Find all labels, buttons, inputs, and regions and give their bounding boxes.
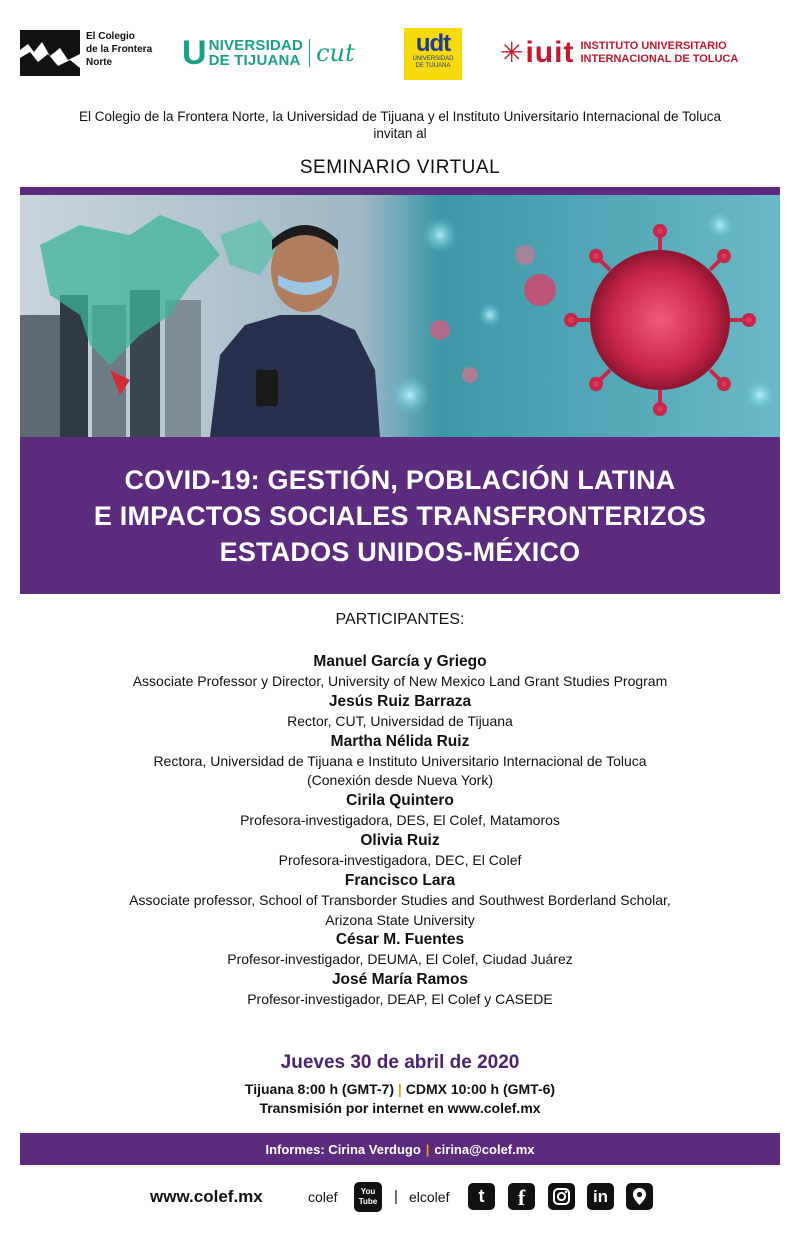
participant-name: Jesús Ruiz Barraza	[328, 692, 472, 710]
invite-line: invitan al	[373, 126, 427, 141]
hero-image	[20, 195, 780, 437]
participant-role: Profesora-investigadora, DES, El Colef, Matamoros	[240, 812, 560, 829]
colef-logo-line: de la Frontera	[86, 44, 153, 55]
footer	[20, 1180, 780, 1214]
seminario-heading: SEMINARIO VIRTUAL	[299, 157, 501, 178]
title-line-3: ESTADOS UNIDOS-MÉXICO	[219, 536, 581, 567]
udt-line2: DE TIJUANA	[208, 52, 301, 69]
colef-logo-line: Norte	[86, 57, 113, 68]
udt-box-logo	[404, 28, 462, 80]
title-line-1: COVID-19: GESTIÓN, POBLACIÓN LATINA	[124, 464, 676, 495]
iuit-star-icon: ✳	[500, 37, 524, 68]
linkedin-icon[interactable]: in	[587, 1183, 614, 1210]
participant-name: Martha Nélida Ruiz	[330, 732, 470, 750]
invite-text	[20, 108, 780, 142]
participant-name: Olivia Ruiz	[360, 831, 440, 849]
location-pin-icon[interactable]	[626, 1183, 653, 1210]
footer-social-handle: elcolef	[409, 1189, 450, 1205]
participant-role: Associate Professor y Director, University of New Mexico Land Grant Studies Program	[132, 673, 668, 689]
participant-role: Profesor-investigador, DEAP, El Colef y CASEDE	[247, 991, 553, 1008]
udt-letter: U	[182, 34, 207, 72]
info-email[interactable]: cirina@colef.mx	[434, 1141, 535, 1157]
footer-youtube-handle: colef	[308, 1189, 338, 1205]
youtube-label-1: You	[360, 1187, 376, 1196]
udt-box-sub1: UNIVERSIDAD	[412, 56, 454, 62]
udt-divider	[309, 39, 310, 67]
iuit-logo	[500, 38, 738, 68]
time-cdmx: CDMX 10:00 h (GMT-6)	[405, 1081, 556, 1097]
participant-role: Profesor-investigador, DEUMA, El Colef, Ciudad Juárez	[227, 951, 573, 968]
participant-role: Rectora, Universidad de Tijuana e Instituto Universitario Internacional de Toluca	[153, 752, 647, 769]
stream-info: Transmisión por internet en www.colef.mx	[259, 1100, 541, 1116]
footer-website-link[interactable]: www.colef.mx	[150, 1187, 263, 1206]
iuit-word: iuit	[525, 36, 575, 69]
udt-box-title: udt	[415, 30, 451, 57]
title-line-2: E IMPACTOS SOCIALES TRANSFRONTERIZOS	[93, 500, 707, 531]
youtube-icon[interactable]	[354, 1182, 382, 1212]
participant-name: César M. Fuentes	[335, 931, 465, 949]
event-time-block	[20, 1080, 780, 1118]
participant-name: Francisco Lara	[344, 871, 456, 889]
event-date: Jueves 30 de abril de 2020	[280, 1052, 520, 1073]
invite-line: El Colegio de la Frontera Norte, la Universidad de Tijuana y el Instituto Universitario Internacional de Toluca	[78, 109, 722, 124]
facebook-icon[interactable]: f	[508, 1183, 535, 1210]
universidad-tijuana-logo	[182, 36, 355, 70]
hero-top-bar	[20, 187, 780, 195]
udt-cut: cut	[316, 39, 355, 67]
colef-logo	[20, 30, 152, 76]
time-tijuana: Tijuana 8:00 h (GMT-7)	[244, 1081, 395, 1097]
participants-heading: PARTICIPANTES:	[335, 611, 465, 628]
youtube-label-2: Tube	[358, 1197, 378, 1206]
participant-role: Rector, CUT, Universidad de Tijuana	[287, 712, 513, 729]
title-band	[20, 437, 780, 594]
info-band	[20, 1133, 780, 1165]
participant-role: (Conexión desde Nueva York)	[306, 772, 493, 789]
participant-role: Arizona State University	[325, 911, 475, 928]
info-separator: |	[425, 1141, 430, 1157]
udt-box-sub2: DE TIJUANA	[415, 63, 451, 69]
participant-name: Cirila Quintero	[346, 792, 454, 810]
iuit-line1: INSTITUTO UNIVERSITARIO	[580, 40, 727, 52]
footer-separator: |	[394, 1188, 398, 1205]
participant-role: Profesora-investigadora, DEC, El Colef	[278, 851, 522, 868]
colef-logo-line: El Colegio	[86, 31, 135, 42]
info-label: Informes: Cirina Verdugo	[265, 1141, 421, 1157]
participant-name: Manuel García y Griego	[313, 653, 487, 670]
iuit-line2: INTERNACIONAL DE TOLUCA	[580, 53, 739, 65]
udt-line1: NIVERSIDAD	[208, 37, 304, 54]
twitter-icon[interactable]: t	[468, 1183, 495, 1210]
participant-name: José María Ramos	[331, 971, 469, 989]
participant-role: Associate professor, School of Transborder Studies and Southwest Borderland Scholar,	[129, 891, 671, 908]
instagram-icon[interactable]	[548, 1183, 575, 1210]
colef-mountain-icon	[20, 30, 80, 76]
time-separator: |	[397, 1081, 402, 1097]
participants-list	[20, 652, 780, 1010]
logo-row	[20, 28, 780, 88]
